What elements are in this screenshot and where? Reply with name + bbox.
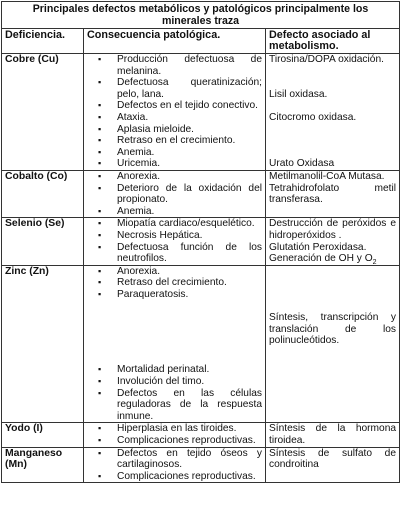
defect-text-main: Generación de OH y O [269, 253, 373, 265]
defect-text: Urato Oxidasa [269, 158, 335, 170]
defect-text: Lisil oxidasa. [269, 88, 328, 100]
list-item: ▪ Complicaciones reproductivas. [117, 471, 262, 483]
header-row [2, 29, 400, 54]
consequence-list [87, 266, 262, 301]
defect-text: Tetrahidrofolato metil transferasa. [269, 182, 397, 206]
table-row [2, 423, 400, 447]
deficiency-name: Selenio (Se) [2, 218, 84, 265]
consequence-cell [84, 423, 266, 447]
defect-text [269, 253, 396, 265]
list-item: ▪ Ataxia. [117, 112, 262, 124]
consequence-list [87, 364, 262, 422]
list-item: ▪ Defectos en tejido óseos y cartilaginosos. [117, 448, 262, 471]
defect-text: Destrucción de peróxidos e hidroperóxidos . [269, 218, 397, 241]
consequence-cell [84, 218, 266, 265]
defect-text: Síntesis, transcripción y translación de los polinucleótidos. [269, 312, 397, 347]
table-title: Principales defectos metabólicos y patológicos principalmente los minerales traza [2, 2, 400, 29]
list-item: ▪ Complicaciones reproductivas. [117, 435, 262, 447]
list-item: ▪ Anemia. [117, 206, 262, 218]
defect-text: Metilmanolil-CoA Mutasa. [269, 170, 385, 182]
header-consequence: Consecuencia patológica. [84, 29, 266, 54]
list-item: ▪ Mortalidad perinatal. [117, 364, 262, 376]
list-item: ▪ Paraqueratosis. [117, 289, 262, 301]
consequence-cell [84, 265, 266, 423]
list-item: ▪ Defectuosa queratinización; pelo, lana. [117, 77, 262, 100]
header-deficiency: Deficiencia. [2, 29, 84, 54]
deficiency-name: Cobalto (Co) [2, 170, 84, 217]
list-item: ▪ Defectos en las células reguladoras de la respuesta inmune. [117, 388, 262, 423]
table-row [2, 170, 400, 217]
title-row [2, 2, 400, 29]
list-item: ▪ Anorexia. [117, 171, 262, 183]
consequence-cell [84, 54, 266, 171]
deficiency-name: Cobre (Cu) [2, 54, 84, 171]
defect-text: Síntesis de sulfato de condroitina [269, 447, 397, 471]
list-item: ▪ Defectos en el tejido conectivo. [117, 100, 262, 112]
table-row [2, 54, 400, 171]
defect-cell [266, 170, 400, 217]
list-item: ▪ Involución del timo. [117, 376, 262, 388]
list-item: ▪ Aplasia mieloide. [117, 124, 262, 136]
list-item: ▪ Deterioro de la oxidación del propionato. [117, 183, 262, 206]
defect-text: Citocromo oxidasa. [269, 111, 357, 123]
list-item: ▪ Necrosis Hepática. [117, 230, 262, 242]
consequence-list [87, 171, 262, 217]
consequence-list [87, 218, 262, 264]
defect-cell [266, 265, 400, 423]
list-item: ▪ Producción defectuosa de melanina. [117, 54, 262, 77]
defect-cell [266, 423, 400, 447]
defect-cell [266, 218, 400, 265]
list-item: ▪ Uricemia. [117, 158, 262, 170]
list-item: ▪ Hiperplasia en las tiroides. [117, 423, 262, 435]
consequence-list [87, 448, 262, 483]
deficiency-name: Yodo (I) [2, 423, 84, 447]
defect-cell [266, 447, 400, 483]
consequence-cell [84, 447, 266, 483]
header-defect: Defecto asociado al metabolismo. [266, 29, 400, 54]
defect-subscript: 2 [372, 259, 377, 267]
list-item: ▪ Defectuosa función de los neutrofilos. [117, 242, 262, 265]
defect-text: Tirosina/DOPA oxidación. [269, 54, 384, 65]
defect-cell [266, 54, 400, 171]
defect-text: Glutatión Peroxidasa. [269, 241, 367, 253]
table-row [2, 265, 400, 423]
list-item: ▪ Anemia. [117, 147, 262, 159]
table-row [2, 218, 400, 265]
consequence-list [87, 54, 262, 170]
consequence-list [87, 423, 262, 446]
consequence-cell [84, 170, 266, 217]
list-item: ▪ Miopatía cardiaco/esquelético. [117, 218, 262, 230]
list-item: ▪ Anorexia. [117, 266, 262, 278]
defect-text: Síntesis de la hormona tiroidea. [269, 423, 397, 447]
list-item: ▪ Retraso en el crecimiento. [117, 135, 262, 147]
deficiency-name: Manganeso (Mn) [2, 447, 84, 483]
mineral-deficiency-table [1, 1, 400, 483]
table-row [2, 447, 400, 483]
deficiency-name: Zinc (Zn) [2, 265, 84, 423]
list-item: ▪ Retraso del crecimiento. [117, 277, 262, 289]
